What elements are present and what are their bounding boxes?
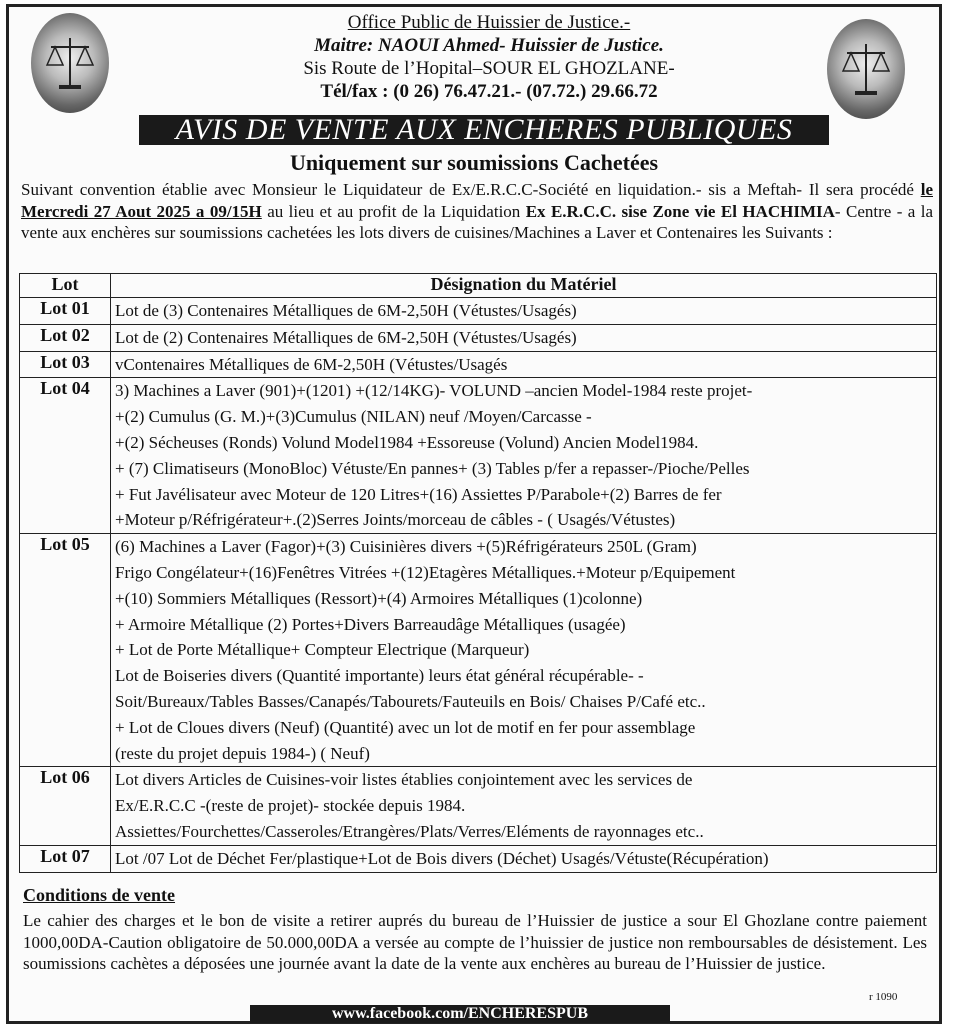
- reference-number: r 1090: [869, 991, 898, 1003]
- office-phone: Tél/fax : (0 26) 76.47.21.- (07.72.) 29.66.72: [320, 81, 658, 102]
- designation-line: +(2) Sécheuses (Ronds) Volund Model1984 +Essoreuse (Volund) Ancien Model1984.: [115, 432, 699, 452]
- table-header-row: [20, 274, 937, 298]
- lots-table: [19, 273, 937, 873]
- table-row: [20, 845, 937, 872]
- office-address: Sis Route de l’Hopital–SOUR EL GHOZLANE-: [303, 58, 675, 79]
- designation-line: (6) Machines a Laver (Fagor)+(3) Cuisinières divers +(5)Réfrigérateurs 250L (Gram): [115, 537, 697, 557]
- lot-number: Lot 04: [20, 378, 111, 534]
- designation-line: 3) Machines a Laver (901)+(1201) +(12/14KG)- VOLUND –ancien Model-1984 reste projet-: [115, 381, 753, 401]
- lots-table-body: [20, 298, 937, 873]
- lot-number: Lot 03: [20, 351, 111, 378]
- designation-line: Ex/E.R.C.C -(reste de projet)- stockée depuis 1984.: [115, 796, 466, 816]
- sale-location: Ex E.R.C.C. sise Zone vie El HACHIMIA: [525, 201, 835, 221]
- table-row: [20, 767, 937, 845]
- lot-designation: [111, 351, 937, 378]
- designation-line: vContenaires Métalliques de 6M-2,50H (Vétustes/Usagés: [115, 354, 508, 374]
- intro-paragraph: [21, 179, 933, 244]
- intro-text-3: - Centre - a la vente aux enchères sur soumissions cachetées les lots divers de cuisines/Machines a Laver et Contenaires les Suivants :: [21, 201, 933, 242]
- designation-line: + Lot de Porte Métallique+ Compteur Electrique (Marqueur): [115, 640, 530, 660]
- lot-designation: [111, 845, 937, 872]
- lot-number: Lot 05: [20, 534, 111, 767]
- table-row: [20, 298, 937, 325]
- designation-line: +(10) Sommiers Métalliques (Ressort)+(4) Armoires Métalliques (1)colonne): [115, 588, 643, 608]
- office-name: Office Public de Huissier de Justice.-: [347, 12, 631, 33]
- designation-line: +(2) Cumulus (G. M.)+(3)Cumulus (NILAN) neuf /Moyen/Carcasse -: [115, 407, 592, 427]
- lot-designation: [111, 298, 937, 325]
- notice-page: [6, 4, 942, 1024]
- table-row: [20, 324, 937, 351]
- table-row: [20, 534, 937, 767]
- designation-line: Assiettes/Fourchettes/Casseroles/Etrangères/Plats/Verres/Eléments de rayonnages etc..: [115, 821, 704, 841]
- column-header-designation: Désignation du Matériel: [111, 274, 937, 298]
- designation-line: Lot de Boiseries divers (Quantité importante) leurs état général récupérable- -: [115, 666, 644, 686]
- designation-line: Lot /07 Lot de Déchet Fer/plastique+Lot de Bois divers (Déchet) Usagés/Vétuste(Récupération): [115, 848, 769, 868]
- justice-seal-icon: [827, 19, 905, 119]
- lot-number: Lot 01: [20, 298, 111, 325]
- designation-line: +Moteur p/Réfrigérateur+.(2)Serres Joints/morceau de câbles - ( Usagés/Vétustes): [115, 510, 676, 530]
- intro-text-1: Suivant convention établie avec Monsieur le Liquidateur de Ex/E.R.C.C-Société en liquidation.- sis a Meftah- Il sera procédé: [21, 180, 921, 199]
- table-row: [20, 351, 937, 378]
- office-header: [169, 11, 809, 103]
- lot-number: Lot 07: [20, 845, 111, 872]
- designation-line: Frigo Congélateur+(16)Fenêtres Vitrées +(12)Etagères Métalliques.+Moteur p/Equipement: [115, 562, 736, 582]
- designation-line: Lot de (2) Contenaires Métalliques de 6M-2,50H (Vétustes/Usagés): [115, 327, 577, 347]
- lot-designation: [111, 767, 937, 845]
- footer-url: www.facebook.com/ENCHERESPUB: [250, 1005, 670, 1023]
- notice-banner: AVIS DE VENTE AUX ENCHERES PUBLIQUES: [139, 115, 829, 145]
- designation-line: + Lot de Cloues divers (Neuf) (Quantité) avec un lot de motif en fer pour assemblage: [115, 717, 696, 737]
- lot-number: Lot 06: [20, 767, 111, 845]
- intro-text-2: au lieu et au profit de la Liquidation: [261, 201, 526, 221]
- designation-line: (reste du projet depuis 1984-) ( Neuf): [115, 743, 370, 763]
- lot-designation: [111, 324, 937, 351]
- lot-designation: [111, 378, 937, 534]
- justice-seal-icon: [31, 13, 109, 113]
- bailiff-name: Maitre: NAOUI Ahmed- Huissier de Justice.: [314, 35, 664, 56]
- sale-date: le Mercredi 27 Aout 2025 a 09/15H: [21, 180, 933, 221]
- lot-number: Lot 02: [20, 324, 111, 351]
- conditions-title: Conditions de vente: [23, 885, 176, 905]
- designation-line: + Fut Javélisateur avec Moteur de 120 Litres+(16) Assiettes P/Parabole+(2) Barres de fer: [115, 484, 722, 504]
- designation-line: + (7) Climatiseurs (MonoBloc) Vétuste/En pannes+ (3) Tables p/fer a repasser-/Pioche/Pelles: [115, 458, 750, 478]
- designation-line: Lot divers Articles de Cuisines-voir listes établies conjointement avec les services de: [115, 770, 693, 790]
- table-row: [20, 378, 937, 534]
- designation-line: Soit/Bureaux/Tables Basses/Canapés/Tabourets/Fauteuils en Bois/ Chaises P/Café etc..: [115, 691, 706, 711]
- notice-subtitle: Uniquement sur soumissions Cachetées: [289, 150, 659, 175]
- lot-designation: [111, 534, 937, 767]
- designation-line: + Armoire Métallique (2) Portes+Divers Barreaudâge Métalliques (usagée): [115, 614, 626, 634]
- column-header-lot: Lot: [20, 274, 111, 298]
- designation-line: Lot de (3) Contenaires Métalliques de 6M-2,50H (Vétustes/Usagés): [115, 301, 577, 320]
- conditions-text: Le cahier des charges et le bon de visite a retirer auprés du bureau de l’Huissier de justice a sour El Ghozlane contre paiement 1000,00DA-Caution obligatoire de 50.000,00DA a versée au compte de l’huissier de justice non remboursables de désistement. Les soumissions cachètes a déposées une journée avant la date de la vente aux enchères au bureau de l’Huissier de justice.: [23, 911, 927, 973]
